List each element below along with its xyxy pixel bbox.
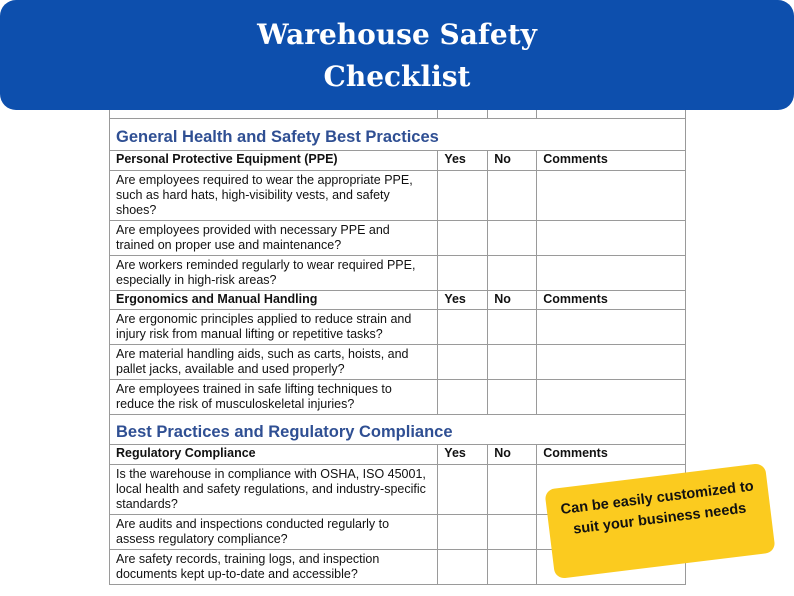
yes-cell[interactable] [438, 465, 488, 515]
question-cell: Are material handling aids, such as carts, hoists, and pallet jacks, available and used properly? [110, 345, 438, 380]
question-cell: Are safety records, training logs, and inspection documents kept up-to-date and accessible? [110, 550, 438, 585]
yes-cell[interactable] [438, 380, 488, 415]
table-row [110, 380, 686, 415]
group-header: Regulatory Compliance [110, 445, 438, 465]
comments-cell[interactable] [537, 345, 686, 380]
table-row [110, 310, 686, 345]
table-header-row [110, 151, 686, 171]
comments-header: Comments [537, 291, 686, 310]
no-cell[interactable] [488, 380, 537, 415]
no-cell[interactable] [488, 550, 537, 585]
yes-cell[interactable] [438, 515, 488, 550]
yes-header: Yes [438, 445, 488, 465]
question-cell: Are employees trained in safe lifting techniques to reduce the risk of musculoskeletal injuries? [110, 380, 438, 415]
no-cell[interactable] [488, 221, 537, 256]
yes-header: Yes [438, 291, 488, 310]
comments-cell[interactable] [537, 171, 686, 221]
table-header-row [110, 291, 686, 310]
yes-cell[interactable] [438, 550, 488, 585]
yes-cell[interactable] [438, 345, 488, 380]
no-cell[interactable] [488, 515, 537, 550]
section-title: General Health and Safety Best Practices [116, 128, 439, 146]
comments-cell[interactable] [537, 221, 686, 256]
group-header: Personal Protective Equipment (PPE) [110, 151, 438, 171]
no-cell[interactable] [488, 171, 537, 221]
yes-cell[interactable] [438, 221, 488, 256]
table-row [110, 221, 686, 256]
comments-header: Comments [537, 151, 686, 171]
section-title: Best Practices and Regulatory Compliance [116, 423, 453, 441]
group-header: Ergonomics and Manual Handling [110, 291, 438, 310]
question-cell: Are employees provided with necessary PPE and trained on proper use and maintenance? [110, 221, 438, 256]
no-header: No [488, 445, 537, 465]
banner-title-line-1: Warehouse Safety [257, 18, 537, 51]
table-row [110, 345, 686, 380]
no-cell[interactable] [488, 345, 537, 380]
customizable-note: Can be easily customized to suit your business needs [544, 463, 775, 579]
table-row [110, 171, 686, 221]
no-cell[interactable] [488, 465, 537, 515]
comments-cell[interactable] [537, 310, 686, 345]
question-cell: Are audits and inspections conducted regularly to assess regulatory compliance? [110, 515, 438, 550]
table-header-row [110, 445, 686, 465]
yes-cell[interactable] [438, 171, 488, 221]
yes-header: Yes [438, 151, 488, 171]
no-cell[interactable] [488, 256, 537, 291]
no-header: No [488, 151, 537, 171]
no-cell[interactable] [488, 310, 537, 345]
question-cell: Are workers reminded regularly to wear required PPE, especially in high-risk areas? [110, 256, 438, 291]
table-row [110, 256, 686, 291]
no-header: No [488, 291, 537, 310]
comments-cell[interactable] [537, 256, 686, 291]
yes-cell[interactable] [438, 310, 488, 345]
yes-cell[interactable] [438, 256, 488, 291]
comments-header: Comments [537, 445, 686, 465]
question-cell: Is the warehouse in compliance with OSHA, ISO 45001, local health and safety regulations, and industry-specific standards? [110, 465, 438, 515]
banner-title-line-2: Checklist [323, 60, 471, 93]
comments-cell[interactable] [537, 380, 686, 415]
checklist-table-general [109, 150, 686, 415]
title-banner [0, 0, 794, 110]
question-cell: Are employees required to wear the appropriate PPE, such as hard hats, high-visibility vests, and safety shoes? [110, 171, 438, 221]
question-cell: Are ergonomic principles applied to reduce strain and injury risk from manual lifting or repetitive tasks? [110, 310, 438, 345]
